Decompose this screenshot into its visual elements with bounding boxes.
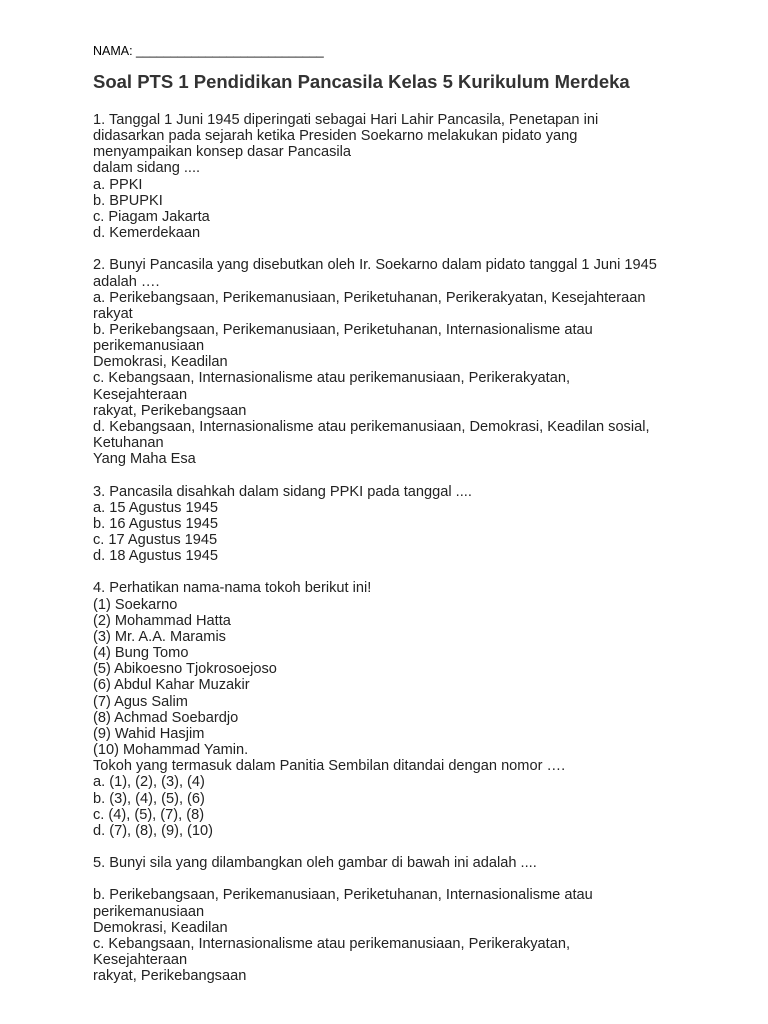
question-text-line: b. Perikebangsaan, Perikemanusiaan, Periketuhanan, Internasionalisme atau [93, 887, 593, 904]
question-text-line: didasarkan pada sejarah ketika Presiden Soekarno melakukan pidato yang [93, 128, 578, 145]
question-text-line: a. (1), (2), (3), (4) [93, 774, 205, 791]
question-text-line: (3) Mr. A.A. Maramis [93, 628, 226, 645]
question-text-line: c. Kebangsaan, Internasionalisme atau perikemanusiaan, Perikerakyatan, [93, 370, 571, 387]
question-block [93, 484, 733, 565]
question-text-line: a. 15 Agustus 1945 [93, 499, 218, 516]
question-text-line: adalah …. [93, 273, 160, 290]
question-text-line: rakyat [93, 305, 133, 322]
question-text-line: (4) Bung Tomo [93, 645, 189, 662]
question-text-line: perikemanusiaan [93, 903, 205, 920]
question-text-line: 5. Bunyi sila yang dilambangkan oleh gambar di bawah ini adalah .... [93, 855, 537, 872]
name-field-line: NAMA: ___________________________ [93, 44, 324, 58]
question-text-line: 1. Tanggal 1 Juni 1945 diperingati sebagai Hari Lahir Pancasila, Penetapan ini [93, 112, 599, 128]
question-text-line: perikemanusiaan [93, 338, 205, 355]
question-text-line: (10) Mohammad Yamin. [93, 742, 249, 759]
question-text-line: 3. Pancasila disahkah dalam sidang PPKI pada tanggal .... [93, 483, 472, 500]
question-block [93, 257, 733, 467]
question-text-line: b. Perikebangsaan, Perikemanusiaan, Periketuhanan, Internasionalisme atau [93, 322, 593, 339]
question-text-line: a. Perikebangsaan, Perikemanusiaan, Periketuhanan, Perikerakyatan, Kesejahteraan [93, 289, 646, 306]
question-text-line: c. Kebangsaan, Internasionalisme atau perikemanusiaan, Perikerakyatan, [93, 935, 571, 952]
question-text-line: Demokrasi, Keadilan [93, 354, 228, 371]
question-text-line: Kesejahteraan [93, 386, 188, 403]
question-text-line: (6) Abdul Kahar Muzakir [93, 677, 250, 694]
question-text-line: (9) Wahid Hasjim [93, 725, 205, 742]
question-text-line: (8) Achmad Soebardjo [93, 709, 239, 726]
question-text-line: c. Piagam Jakarta [93, 208, 210, 225]
question-text-line: dalam sidang .... [93, 160, 201, 177]
question-text-line: rakyat, Perikebangsaan [93, 402, 247, 419]
question-text-line: rakyat, Perikebangsaan [93, 968, 247, 985]
question-text-line: (2) Mohammad Hatta [93, 612, 231, 629]
question-text-line: b. 16 Agustus 1945 [93, 515, 218, 532]
question-text-line: (7) Agus Salim [93, 693, 188, 710]
question-text-line: (1) Soekarno [93, 596, 178, 613]
question-text-line: d. (7), (8), (9), (10) [93, 822, 214, 839]
question-text-line: Ketuhanan [93, 435, 164, 452]
question-text-line: b. BPUPKI [93, 192, 163, 209]
question-text-line: d. Kemerdekaan [93, 225, 201, 242]
question-text-line: a. PPKI [93, 176, 143, 193]
question-text-line: c. 17 Agustus 1945 [93, 532, 218, 549]
question-block [93, 855, 733, 871]
question-text-line: Tokoh yang termasuk dalam Panitia Sembilan ditandai dengan nomor …. [93, 758, 566, 775]
question-block [93, 580, 733, 839]
question-text-line: Demokrasi, Keadilan [93, 919, 228, 936]
question-text-line: menyampaikan konsep dasar Pancasila [93, 144, 351, 161]
question-text-line: Yang Maha Esa [93, 451, 196, 468]
question-text-line: c. (4), (5), (7), (8) [93, 806, 205, 823]
question-text-line: 4. Perhatikan nama-nama tokoh berikut ini! [93, 580, 372, 597]
question-block [93, 887, 733, 984]
question-text-line: d. Kebangsaan, Internasionalisme atau perikemanusiaan, Demokrasi, Keadilan sosial, [93, 418, 650, 435]
question-text-line: d. 18 Agustus 1945 [93, 548, 218, 565]
document-title: Soal PTS 1 Pendidikan Pancasila Kelas 5 Kurikulum Merdeka [93, 71, 630, 92]
question-text-line: Kesejahteraan [93, 952, 188, 969]
question-text-line: 2. Bunyi Pancasila yang disebutkan oleh Ir. Soekarno dalam pidato tanggal 1 Juni 1945 [93, 257, 657, 274]
question-list [93, 112, 733, 1001]
question-text-line: (5) Abikoesno Tjokrosoejoso [93, 661, 277, 678]
question-block [93, 112, 733, 241]
question-text-line: b. (3), (4), (5), (6) [93, 790, 205, 807]
